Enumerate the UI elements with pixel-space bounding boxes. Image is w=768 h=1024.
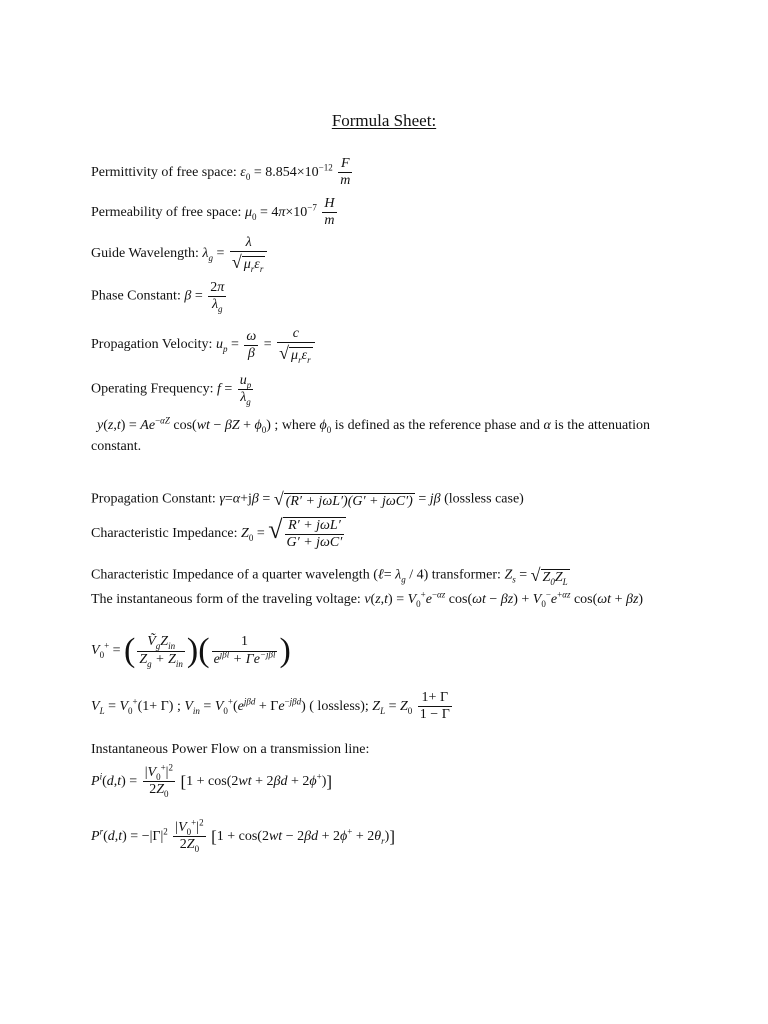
operating-frequency-line: Operating Frequency: f = $\frac{u_p}{\lambda_g}$	[91, 373, 252, 407]
power-incident-line: $P^i(d,t)$ = $\frac{|V_0^+|^2}{2Z_0}$ [1 + cos(2wt + 2βd + 2ϕ+)]	[91, 762, 333, 799]
propagation-constant-line: Propagation Constant: γ=α+jβ = √ (R′ + jωL′)(G′ + jωC′) = jβ (lossless case)	[91, 489, 524, 509]
v0-plus-line: $V_0^+$ = ( $\frac{Ṽ_gZ_{in}}{Z_g + Z_{in}}$ )( $\frac{1}{e^{j\beta l} + \Gamma e^{-j\beta l}}$ )	[91, 632, 291, 669]
instantaneous-voltage-line: The instantaneous form of the traveling voltage: $v(z,t) = V_0^+e^{-\alpha z}$ $\cos(\omega t - \beta z) + V_0^-e^{+\alpha z}$ cos(ωt + βz)	[91, 589, 644, 609]
permittivity-line: Permittivity of free space: $\varepsilon_0 = 8.854\times 10^{-12}$ $\frac{F}{m}$	[91, 156, 351, 189]
permeability-line: Permeability of free space: $\mu_0 = 4\pi\times 10^{-7}$ $\frac{H}{m}$	[91, 196, 335, 229]
power-flow-heading: Instantaneous Power Flow on a transmission line:	[91, 742, 370, 757]
wave-equation-line: $y(z,t) = Ae^{-\alpha Z}$ $\cos(wt - \beta Z + \phi_0)$ ; where $\phi_0$ is defined as the reference phase and α is the attenuation	[97, 415, 651, 435]
phase-constant-line: Phase Constant: β = $\frac{2\pi}{\lambda_g}$	[91, 280, 225, 314]
page-title: Formula Sheet:	[331, 111, 437, 130]
power-reflected-line: $P^r(d,t) = -|\Gamma|^2$ $\frac{|V_0^+|^2}{2Z_0}$ $[1 + \cos(2wt - 2\beta d + 2\phi^+ + 2\theta_r)]$	[91, 817, 395, 854]
propagation-velocity-line: Propagation Velocity: $u_p$ = $\frac{\omega}{\beta}$ = $\frac{c}{√ \mu_r\varepsilon_r}$	[91, 326, 317, 364]
characteristic-impedance-line: Characteristic Impedance: $Z_0$ = √ $\frac{\text{R′ + jωL′}}{\text{G′ + jωC′}}$	[91, 517, 346, 551]
wave-equation-continuation: constant.	[91, 439, 142, 454]
quarter-wave-line: Characteristic Impedance of a quarter wavelength (ℓ= $\lambda_g / 4$) transformer: $Z_s$ = √ $Z_0Z_L$	[91, 565, 568, 587]
guide-wavelength-line: Guide Wavelength: $\lambda_g$ = $\frac{\lambda}{√ \mu_r\varepsilon_r}$	[91, 235, 269, 273]
vl-vin-zl-line: $V_L = V_0^+(1+ \Gamma)$ ; $V_{in} = V_0^+(e^{j\beta d} + \Gamma e^{-j\beta d})$ ( lossless); $Z_L = Z_0$ $\frac{1+ \Gamma}{1 - \Gamma}$	[91, 690, 450, 723]
